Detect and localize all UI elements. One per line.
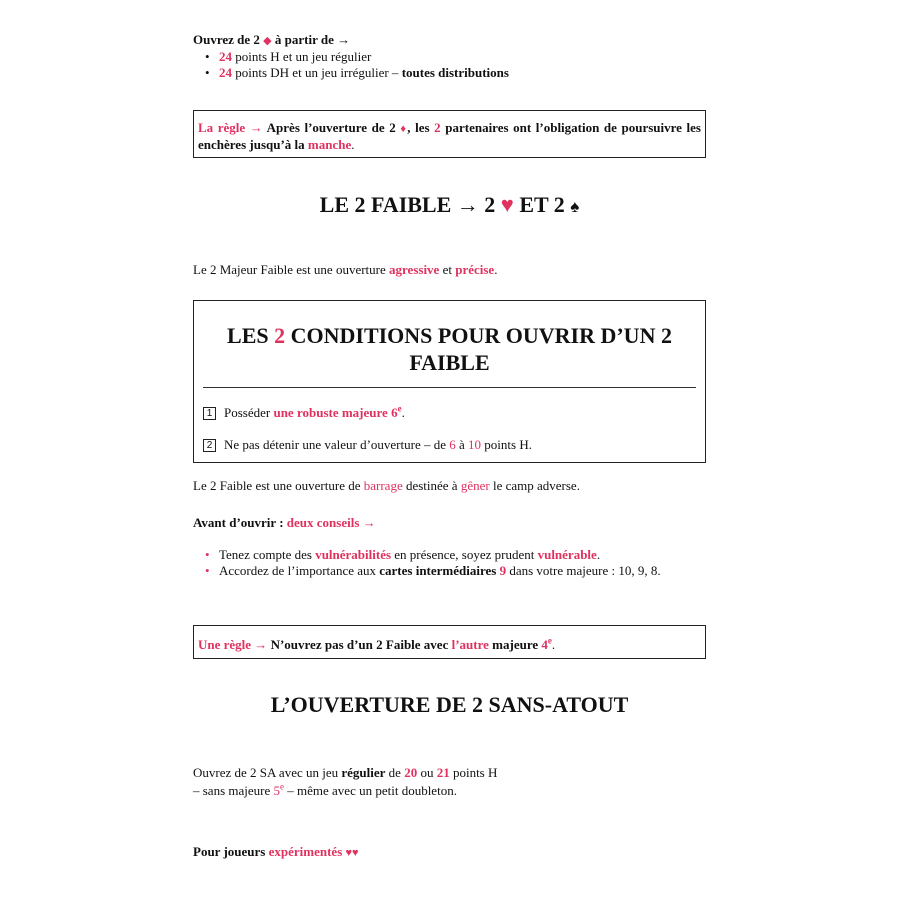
weak-intro: Le 2 Majeur Faible est une ouverture agressive et précise.	[193, 262, 498, 277]
hearts-icon: ♥♥	[345, 847, 359, 859]
barrage-text: Le 2 Faible est une ouverture de barrage destinée à gêner le camp adverse.	[193, 478, 580, 493]
conditions-title: LES 2 CONDITIONS POUR OUVRIR D’UN 2 FAIBLE	[227, 323, 672, 375]
sa-text: Ouvrez de 2 SA avec un jeu régulier de 20 ou 21 points H – sans majeure 5e – même avec un petit doubleton.	[193, 765, 498, 798]
opening-2d-title: Ouvrez de 2 ◆ à partir de →	[193, 32, 351, 47]
number-box-icon: 2	[203, 439, 216, 452]
heading-2sa: L’OUVERTURE DE 2 SANS-ATOUT	[270, 692, 629, 717]
list-item: • 24 points H et un jeu régulier	[193, 49, 706, 65]
condition-item: 1 Posséder une robuste majeure 6e.	[203, 405, 405, 421]
number-box-icon: 1	[203, 407, 216, 420]
condition-item: 2 Ne pas détenir une valeur d’ouverture – de 6 à 10 points H.	[203, 437, 532, 453]
list-item: • Accordez de l’importance aux cartes intermédiaires 9 dans votre majeure : 10, 9, 8.	[193, 563, 706, 579]
divider	[203, 387, 696, 388]
advice-list	[193, 547, 706, 579]
list-item: • 24 points DH et un jeu irrégulier – toutes distributions	[193, 65, 706, 81]
heart-icon: ♥	[500, 192, 514, 217]
rule-box: Une règle → N’ouvrez pas d’un 2 Faible avec l’autre majeure 4e.	[193, 625, 706, 659]
opening-2d-list	[193, 49, 706, 81]
conditions-box	[193, 300, 706, 463]
rule-label: La règle →	[198, 120, 263, 135]
rule-label: Une règle →	[198, 637, 268, 652]
list-item: • Tenez compte des vulnérabilités en présence, soyez prudent vulnérable.	[193, 547, 706, 563]
diamond-icon: ◆	[263, 35, 272, 47]
diamond-icon: ♦	[400, 123, 408, 135]
rule-box: La règle → Après l’ouverture de 2 ♦, les 2 partenaires ont l’obligation de poursuivre les enchères jusqu’à la manche.	[193, 110, 706, 158]
advice-title: Avant d’ouvrir : deux conseils →	[193, 515, 376, 530]
spade-icon: ♠	[570, 197, 580, 216]
experts-line: Pour joueurs expérimentés ♥♥	[193, 844, 359, 859]
heading-weak-two: LE 2 FAIBLE → 2 ♥ ET 2 ♠	[319, 192, 580, 217]
